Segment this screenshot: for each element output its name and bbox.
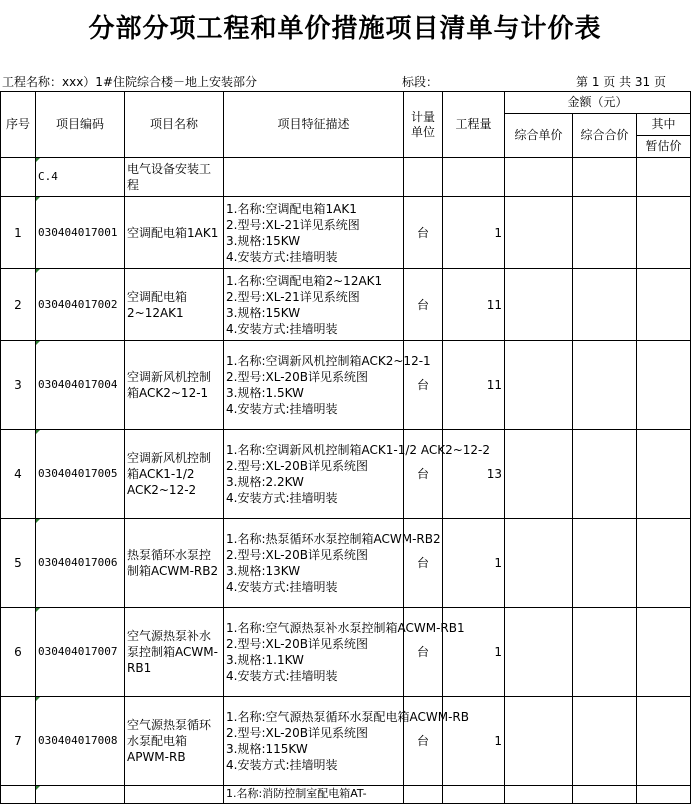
row-provisional <box>637 197 691 269</box>
desc-line: 2.型号:XL-21详见系统图 <box>226 289 360 304</box>
desc-line: 2.型号:XL-20B详见系统图 <box>226 459 369 473</box>
header-seq: 序号 <box>1 92 36 158</box>
row-provisional <box>637 608 691 697</box>
page-indicator: 第 1 页 共 31 页 <box>576 75 666 89</box>
row-desc <box>224 197 404 269</box>
desc-line: 3.规格:1.1KW <box>226 653 304 667</box>
row-total-price <box>573 697 637 786</box>
header-name: 项目名称 <box>125 92 224 158</box>
desc-line: 3.规格:15KW <box>226 305 301 320</box>
row-seq: 7 <box>1 697 36 786</box>
desc-line: 4.安装方式:挂墙明装 <box>226 321 338 336</box>
row-code: 030404017008 <box>36 697 125 786</box>
desc-line: 1.名称:空调新风机控制箱ACK1-1/2 ACK2~12-2 <box>226 443 491 457</box>
row-name: 空调配电箱1AK1 <box>125 197 224 269</box>
row-code: 030404017006 <box>36 519 125 608</box>
row-desc <box>224 269 404 341</box>
row-qty: 11 <box>443 341 505 430</box>
row-qty: 1 <box>443 608 505 697</box>
row-qty: 11 <box>443 269 505 341</box>
desc-line: 1.名称:空气源热泵补水泵控制箱ACWM-RB1 <box>226 621 465 635</box>
header-provisional: 暂估价 <box>637 136 691 158</box>
desc-line: 3.规格:115KW <box>226 742 308 756</box>
row-total-price <box>573 197 637 269</box>
row-seq: 6 <box>1 608 36 697</box>
table-row <box>1 341 691 430</box>
header-unit-price: 综合单价 <box>505 114 573 158</box>
row-code: 030404017002 <box>36 269 125 341</box>
table-row <box>1 608 691 697</box>
row-seq: 1 <box>1 197 36 269</box>
desc-line: 2.型号:XL-20B详见系统图 <box>226 726 369 740</box>
row-desc <box>224 519 441 608</box>
row-provisional <box>637 519 691 608</box>
row-desc <box>224 608 465 697</box>
row-qty: 1 <box>443 697 505 786</box>
table-row <box>1 697 691 786</box>
table-row-partial <box>1 786 691 804</box>
section-name: 电气设备安装工程 <box>125 158 224 197</box>
row-provisional <box>637 697 691 786</box>
row-name: 空气源热泵补水泵控制箱ACWM-RB1 <box>125 608 224 697</box>
row-unit-price <box>505 341 573 430</box>
row-total-price <box>573 341 637 430</box>
row-desc <box>224 697 469 786</box>
desc-line: 1.名称:空调配电箱2~12AK1 <box>226 273 383 288</box>
row-seq: 2 <box>1 269 36 341</box>
header-total-price: 综合合价 <box>573 114 637 158</box>
desc-line: 3.规格:1.5KW <box>226 386 304 400</box>
desc-line: 2.型号:XL-21详见系统图 <box>226 217 360 232</box>
row-name: 空调新风机控制箱ACK2~12-1 <box>125 341 224 430</box>
row-unit-price <box>505 197 573 269</box>
page-title: 分部分项工程和单价措施项目清单与计价表 <box>88 14 602 44</box>
row-unit: 台 <box>404 197 443 269</box>
row-code: 030404017007 <box>36 608 125 697</box>
row-name: 空气源热泵循环水泵配电箱APWM-RB <box>125 697 224 786</box>
partial-desc: 1.名称:消防控制室配电箱AT- <box>224 786 404 804</box>
row-total-price <box>573 519 637 608</box>
desc-line: 1.名称:空调新风机控制箱ACK2~12-1 <box>226 354 431 368</box>
table-row <box>1 197 691 269</box>
row-provisional <box>637 269 691 341</box>
header-unit: 计量单位 <box>404 92 443 158</box>
section-code: C.4 <box>36 158 125 197</box>
desc-line: 2.型号:XL-20B详见系统图 <box>226 370 369 384</box>
desc-line: 3.规格:13KW <box>226 564 301 578</box>
row-qty: 13 <box>443 430 505 519</box>
header-desc: 项目特征描述 <box>224 92 404 158</box>
row-unit-price <box>505 608 573 697</box>
row-code: 030404017004 <box>36 341 125 430</box>
row-unit: 台 <box>404 430 443 519</box>
section-label: 标段： <box>402 75 439 89</box>
row-unit-price <box>505 269 573 341</box>
desc-line: 2.型号:XL-20B详见系统图 <box>226 637 369 651</box>
desc-line: 4.安装方式:挂墙明装 <box>226 580 338 594</box>
row-name: 热泵循环水泵控制箱ACWM-RB2 <box>125 519 224 608</box>
header-among: 其中 <box>637 114 691 136</box>
row-code: 030404017001 <box>36 197 125 269</box>
row-unit: 台 <box>404 269 443 341</box>
project-name: 工程名称：xxx）1#住院综合楼－地上安装部分 <box>2 75 257 89</box>
desc-line: 2.型号:XL-20B详见系统图 <box>226 548 369 562</box>
desc-line: 4.安装方式:挂墙明装 <box>226 491 338 505</box>
header-code: 项目编码 <box>36 92 125 158</box>
row-unit-price <box>505 519 573 608</box>
row-code: 030404017005 <box>36 430 125 519</box>
desc-line: 1.名称:空调配电箱1AK1 <box>226 201 357 216</box>
header-amount: 金额（元） <box>505 92 691 114</box>
desc-line: 3.规格:15KW <box>226 233 301 248</box>
row-desc <box>224 341 431 430</box>
row-unit-price <box>505 697 573 786</box>
row-total-price <box>573 608 637 697</box>
row-name: 空调新风机控制箱ACK1-1/2 ACK2~12-2 <box>125 430 224 519</box>
row-unit: 台 <box>404 341 443 430</box>
row-seq: 5 <box>1 519 36 608</box>
table-row <box>1 269 691 341</box>
desc-line: 4.安装方式:挂墙明装 <box>226 669 338 683</box>
section-row <box>1 158 691 197</box>
row-unit: 台 <box>404 697 443 786</box>
desc-line: 4.安装方式:挂墙明装 <box>226 402 338 416</box>
row-provisional <box>637 430 691 519</box>
row-name: 空调配电箱2~12AK1 <box>125 269 224 341</box>
row-seq: 4 <box>1 430 36 519</box>
row-unit: 台 <box>404 608 443 697</box>
desc-line: 1.名称:热泵循环水泵控制箱ACWM-RB2 <box>226 532 441 546</box>
row-total-price <box>573 269 637 341</box>
row-unit: 台 <box>404 519 443 608</box>
table-row <box>1 430 691 519</box>
row-qty: 1 <box>443 519 505 608</box>
header-qty: 工程量 <box>443 92 505 158</box>
row-qty: 1 <box>443 197 505 269</box>
desc-line: 3.规格:2.2KW <box>226 475 304 489</box>
row-desc <box>224 430 491 519</box>
desc-line: 4.安装方式:挂墙明装 <box>226 758 338 772</box>
row-seq: 3 <box>1 341 36 430</box>
table-row <box>1 519 691 608</box>
bill-table <box>0 91 691 804</box>
row-unit-price <box>505 430 573 519</box>
row-provisional <box>637 341 691 430</box>
desc-line: 4.安装方式:挂墙明装 <box>226 249 338 264</box>
row-total-price <box>573 430 637 519</box>
desc-line: 1.名称:空气源热泵循环水泵配电箱ACWM-RB <box>226 710 469 724</box>
